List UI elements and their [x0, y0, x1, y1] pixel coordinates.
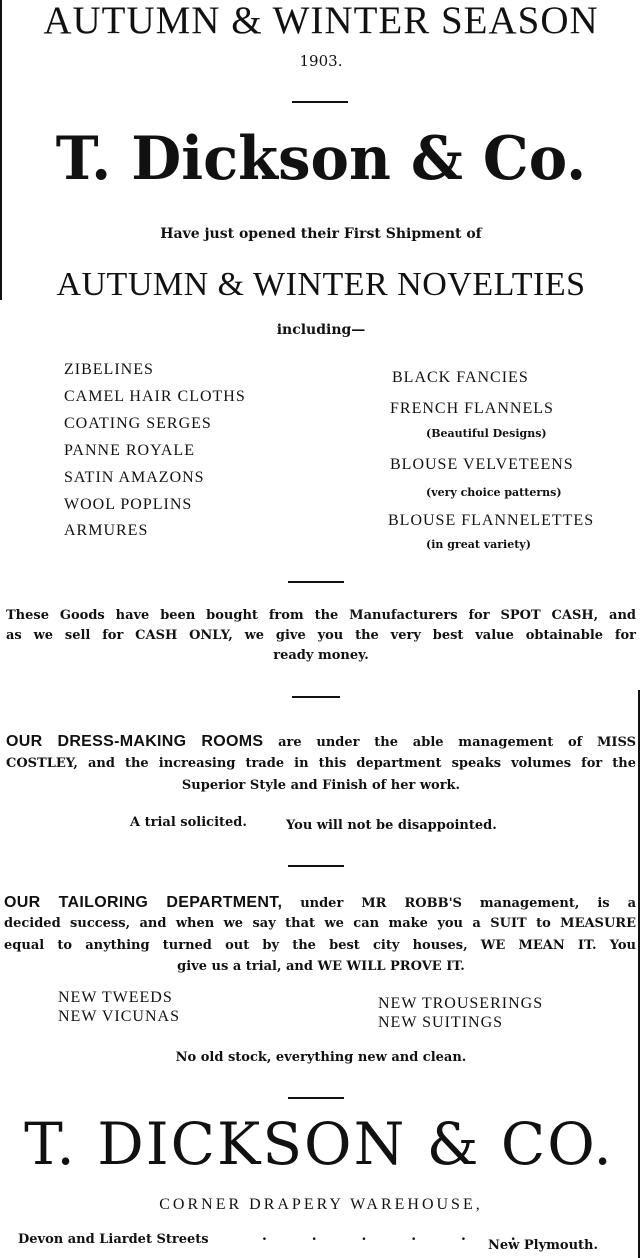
- novelties-heading: AUTUMN & WINTER NOVELTIES: [56, 266, 586, 303]
- tailoring-heading: OUR TAILORING DEPARTMENT,: [4, 894, 283, 911]
- goods-left-7: ARMURES: [64, 522, 149, 539]
- intro-line: Have just opened their First Shipment of: [160, 226, 482, 242]
- dress-line-1: [6, 732, 636, 753]
- goods-right-1: BLACK FANCIES: [392, 369, 529, 386]
- cash-line-2: as we sell for CASH ONLY, we give you the very best value obtainable for: [6, 628, 636, 643]
- divider-rule: [292, 696, 340, 698]
- dress-line-1-rest: are under the able management of MISS: [278, 735, 636, 750]
- goods-left-3: COATING SERGES: [64, 415, 212, 432]
- dress-line-2: COSTLEY, and the increasing trade in this department speaks volumes for the: [6, 756, 636, 771]
- divider-rule: [288, 581, 344, 583]
- goods-left-2: CAMEL HAIR CLOTHS: [64, 388, 246, 405]
- tailoring-line-1-rest: under MR ROBB'S management, is a: [300, 896, 637, 911]
- goods-left-6: WOOL POPLINS: [64, 496, 193, 513]
- left-column-rule: [0, 0, 2, 300]
- warehouse-line: CORNER DRAPERY WAREHOUSE,: [159, 1196, 483, 1213]
- dress-line-3: Superior Style and Finish of her work.: [181, 778, 461, 793]
- goods-right-2-note: (Beautiful Designs): [426, 427, 547, 440]
- streets: Devon and Liardet Streets: [18, 1232, 209, 1247]
- tailoring-line-3: equal to anything turned out by the best city houses, WE MEAN IT. You: [4, 938, 636, 953]
- stock-note: No old stock, everything new and clean.: [175, 1050, 467, 1065]
- tailoring-item-right-2: NEW SUITINGS: [378, 1014, 504, 1031]
- divider-rule: [288, 865, 344, 867]
- leaders: . . . . . .: [262, 1228, 536, 1244]
- divider-rule: [292, 101, 348, 103]
- divider-rule: [288, 1097, 344, 1099]
- dress-trial: A trial solicited.: [130, 815, 247, 830]
- cash-line-1: These Goods have been bought from the Manufacturers for SPOT CASH, and: [6, 608, 636, 623]
- tailoring-item-left-2: NEW VICUNAS: [58, 1008, 180, 1025]
- dress-promise: You will not be disappointed.: [286, 818, 497, 833]
- tailoring-line-1: [4, 893, 636, 914]
- including-label: including—: [276, 322, 366, 338]
- firm-name: T. Dickson & Co.: [55, 124, 587, 194]
- goods-right-3: BLOUSE VELVETEENS: [390, 456, 574, 473]
- goods-left-5: SATIN AMAZONS: [64, 469, 205, 486]
- season-heading: AUTUMN & WINTER SEASON: [43, 0, 599, 42]
- goods-right-3-note: (very choice patterns): [426, 486, 562, 499]
- goods-right-4: BLOUSE FLANNELETTES: [388, 512, 595, 529]
- tailoring-item-right-1: NEW TROUSERINGS: [378, 995, 544, 1012]
- goods-left-4: PANNE ROYALE: [64, 442, 195, 459]
- goods-right-2: FRENCH FLANNELS: [390, 400, 554, 417]
- cash-line-3: ready money.: [273, 648, 369, 663]
- goods-right-4-note: (in great variety): [426, 538, 531, 551]
- footer-firm-name: T. DICKSON & CO.: [24, 1110, 614, 1178]
- tailoring-line-2: decided success, and when we say that we can make you a SUIT to MEASURE: [4, 916, 636, 931]
- goods-left-1: ZIBELINES: [64, 361, 154, 378]
- tailoring-line-4: give us a trial, and WE WILL PROVE IT.: [177, 959, 465, 974]
- dress-heading: OUR DRESS-MAKING ROOMS: [6, 733, 264, 750]
- tailoring-item-left-1: NEW TWEEDS: [58, 989, 173, 1006]
- year: 1903.: [299, 52, 343, 70]
- town: New Plymouth.: [488, 1238, 598, 1253]
